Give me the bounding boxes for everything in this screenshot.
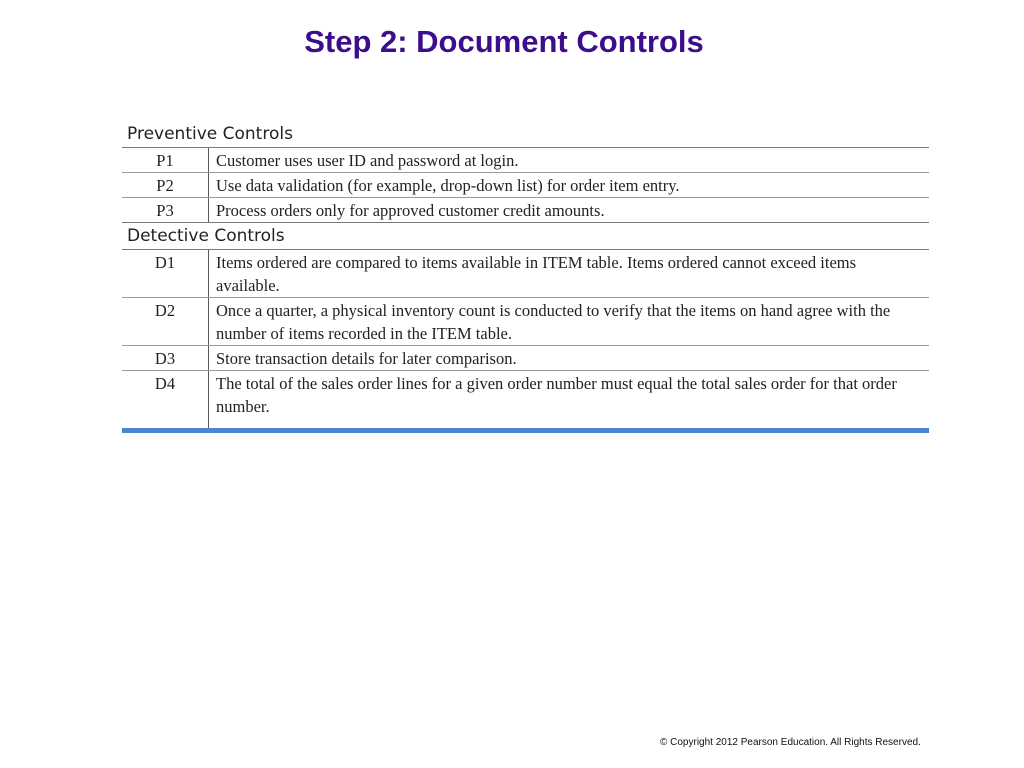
slide-title: Step 2: Document Controls bbox=[304, 24, 704, 59]
control-description: Customer uses user ID and password at login. bbox=[216, 151, 519, 170]
control-code: P1 bbox=[122, 148, 209, 172]
control-code: D1 bbox=[122, 250, 209, 297]
table-row-d1 bbox=[122, 250, 929, 298]
control-description: Store transaction details for later comparison. bbox=[216, 349, 517, 368]
control-description: The total of the sales order lines for a given order number must equal the total sales order for that order number. bbox=[216, 374, 897, 416]
copyright-notice: © Copyright 2012 Pearson Education. All Rights Reserved. bbox=[660, 737, 921, 748]
control-code: D2 bbox=[122, 298, 209, 345]
document-controls-table bbox=[122, 120, 929, 433]
table-row-d2 bbox=[122, 298, 929, 346]
table-row-d4 bbox=[122, 371, 929, 428]
control-description: Items ordered are compared to items available in ITEM table. Items ordered cannot exceed items available. bbox=[216, 253, 857, 295]
control-description: Once a quarter, a physical inventory count is conducted to verify that the items on hand agree with the number of items recorded in the ITEM table. bbox=[216, 301, 891, 343]
control-description: Use data validation (for example, drop-down list) for order item entry. bbox=[216, 176, 680, 195]
table-row-d3 bbox=[122, 346, 929, 371]
control-description: Process orders only for approved customer credit amounts. bbox=[216, 201, 605, 220]
control-code: D4 bbox=[122, 371, 209, 428]
control-code: D3 bbox=[122, 346, 209, 370]
control-code: P2 bbox=[122, 173, 209, 197]
preventive-controls-heading: Preventive Controls bbox=[122, 120, 929, 148]
table-bottom-rule bbox=[122, 428, 929, 433]
detective-controls-heading: Detective Controls bbox=[122, 222, 929, 250]
table-row-p2 bbox=[122, 173, 929, 198]
table-row-p3 bbox=[122, 198, 929, 222]
table-row-p1 bbox=[122, 148, 929, 173]
control-code: P3 bbox=[122, 198, 209, 222]
